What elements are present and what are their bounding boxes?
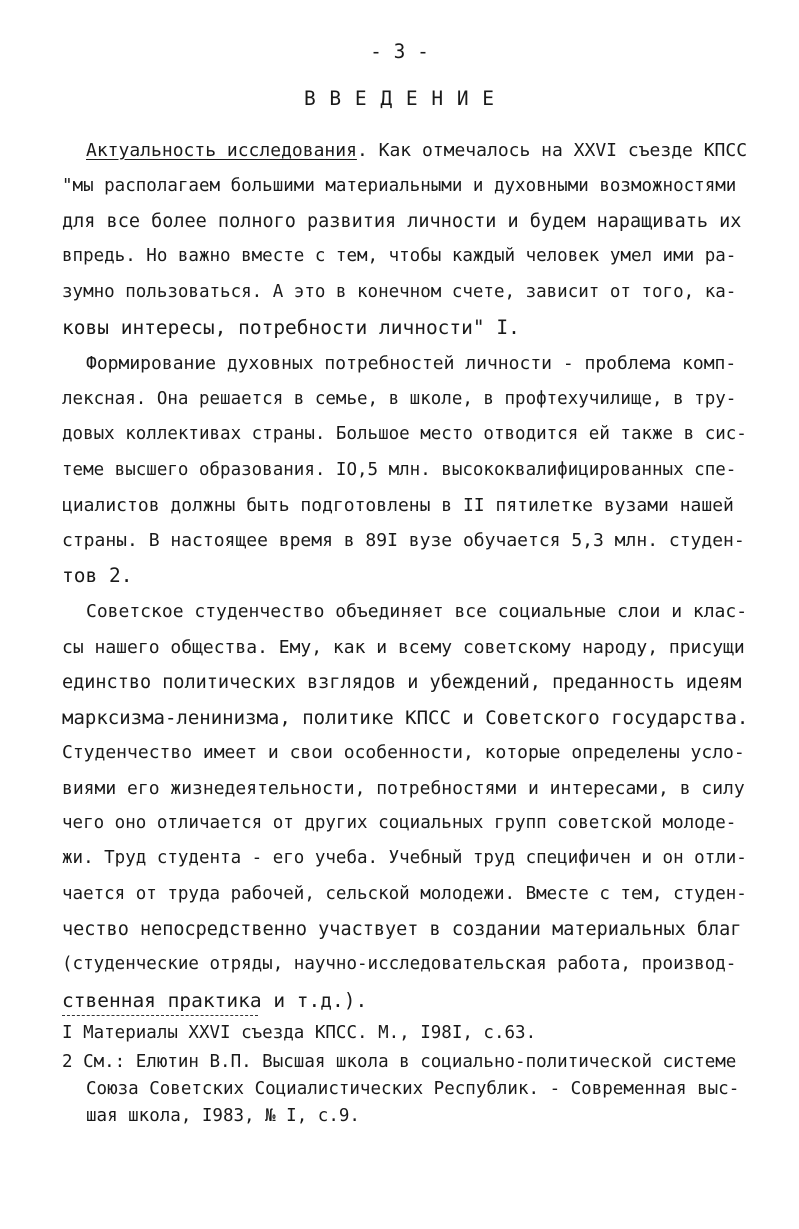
page-number: - 3 - — [370, 40, 429, 63]
footnote-separator — [62, 1015, 258, 1016]
text-line: тов 2. — [62, 564, 133, 587]
intro-line-1-rest: . Как отмечалось на XXVI съезде КПСС — [356, 140, 748, 161]
text-line: для все более полного развития личности и будем наращивать их — [62, 211, 742, 232]
text-line: марксизма-ленинизма, политике КПСС и Советского государства. — [62, 707, 749, 729]
text-line: жи. Труд студента - его учеба. Учебный труд специфичен и он отли- — [62, 848, 747, 868]
text-line: единство политических взглядов и убеждений, преданность идеям — [62, 672, 742, 693]
intro-line-1 — [86, 142, 747, 160]
topic-term: Актуальность исследования — [86, 140, 357, 161]
text-line: виями его жизнедеятельности, потребностями и интересами, в силу — [62, 778, 745, 799]
text-line: страны. В настоящее время в 89I вузе обучается 5,3 млн. студен- — [62, 530, 745, 551]
text-line: впредь. Но важно вместе с тем, чтобы каждый человек умел ими ра- — [62, 246, 737, 266]
text-line: чество непосредственно участвует в создании материальных благ — [62, 919, 742, 940]
footnote-1: I Материалы XXVI съезда КПСС. М., I98I, с.63. — [62, 1023, 537, 1043]
text-line: (студенческие отряды, научно-исследовательская работа, производ- — [62, 954, 737, 974]
text-line: ственная практика и т.д.). — [62, 989, 368, 1012]
text-line: довых коллективах страны. Большое место отводится ей также в сис- — [62, 424, 747, 444]
text-line: Формирование духовных потребностей личности - проблема комп- — [86, 353, 737, 374]
text-line: Советское студенчество объединяет все социальные слои и клас- — [86, 601, 748, 622]
text-line: теме высшего образования. IO,5 млн. высококвалифицированных спе- — [62, 460, 737, 480]
footnote-2-cont: Союза Советских Социалистических Республик. - Современная выс- — [86, 1079, 740, 1099]
text-line: циалистов должны быть подготовлены в II пятилетке вузами нашей — [62, 495, 734, 516]
text-line: лексная. Она решается в семье, в школе, в профтехучилище, в тру- — [62, 389, 737, 409]
text-line: чается от труда рабочей, сельской молодежи. Вместе с тем, студен- — [62, 884, 747, 904]
text-line: ковы интересы, потребности личности" I. — [62, 316, 520, 339]
text-line: Студенчество имеет и свои особенности, которые определены усло- — [62, 742, 745, 763]
text-line: "мы располагаем большими материальными и духовными возможностями — [62, 176, 737, 196]
text-line: чего оно отличается от других социальных групп советской молоде- — [62, 813, 737, 833]
text-line: зумно пользоваться. А это в конечном счете, зависит от того, ка- — [62, 282, 737, 302]
page-title: В В Е Д Е Н И Е — [303, 87, 496, 110]
footnote-2-cont: шая школа, I983, № I, с.9. — [86, 1106, 360, 1126]
text-line: сы нашего общества. Ему, как и всему советскому народу, присущи — [62, 637, 745, 658]
footnote-2: 2 См.: Елютин В.П. Высшая школа в социально-политической системе — [62, 1052, 737, 1072]
